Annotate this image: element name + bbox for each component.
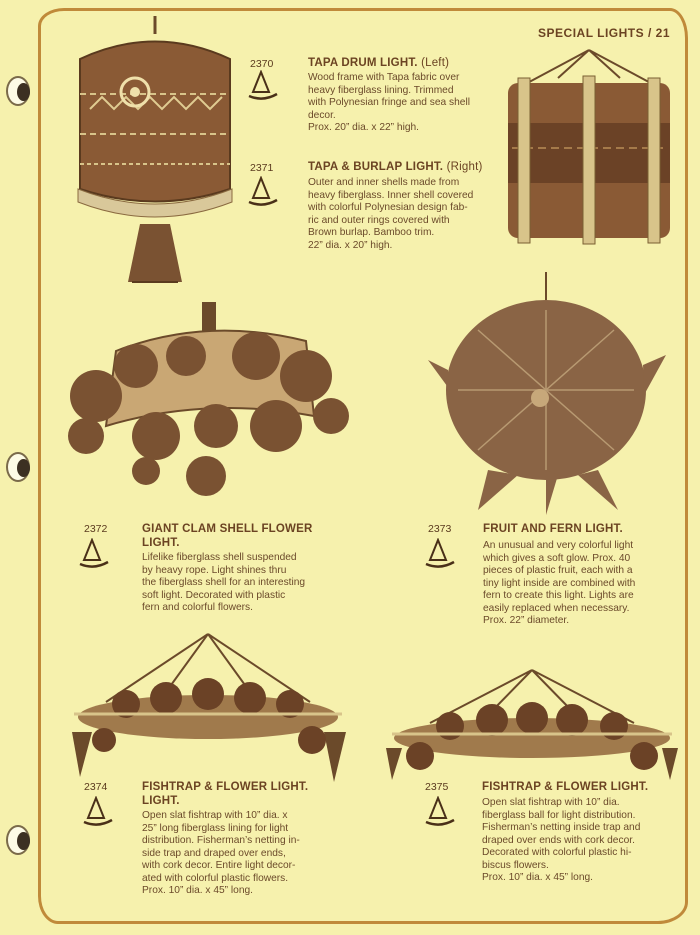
fishtrap-flower-light-right-image <box>380 668 684 786</box>
product-description: Open slat fishtrap with 10” dia. x 25” long fiberglass lining for light distribution. Fisherman’s netting in- side trap and draped over ends, with cork decor. Entire light decor- ated with colorful plastic flowers. Prox. 10” dia. x 45” long. <box>142 810 300 896</box>
product-description: Lifelike fiberglass shell suspended by heavy rope. Light shines thru the fiberglass shell for an interesting soft light. Decorated with plastic fern and colorful flowers. <box>142 552 306 613</box>
product-title: TAPA & BURLAP LIGHT. (Right) <box>308 161 483 173</box>
lamp-symbol-icon <box>247 176 279 206</box>
clam-shell-light-image <box>56 296 356 506</box>
binder-hole-icon <box>6 452 30 482</box>
fruit-fern-light-image <box>428 270 668 520</box>
product-title: FISHTRAP & FLOWER LIGHT. LIGHT. <box>142 781 309 807</box>
product-number: 2375 <box>425 781 449 793</box>
product-number: 2374 <box>84 781 108 793</box>
fishtrap-flower-light-left-image <box>66 632 350 804</box>
product-title: FISHTRAP & FLOWER LIGHT. <box>482 781 649 793</box>
binder-hole-icon <box>6 825 30 855</box>
product-number: 2372 <box>84 523 108 535</box>
lamp-symbol-icon <box>82 796 114 826</box>
product-description: An unusual and very colorful light which gives a soft glow. Prox. 40 pieces of plastic fruit, each with a tiny light inside are combined with fern to create this light. Lights are easily replaced when necessary. Prox. 22” diameter. <box>483 540 636 626</box>
lamp-symbol-icon <box>424 538 456 568</box>
lamp-symbol-icon <box>247 70 279 100</box>
tapa-drum-light-image <box>70 14 240 314</box>
product-description: Open slat fishtrap with 10” dia. fiberglass ball for light distribution. Fisherman’s netting inside trap and draped over ends with cork decor. Decorated with colorful plastic hi- biscus flowers. Prox. 10” dia. x 45” long. <box>482 797 641 883</box>
product-number: 2373 <box>428 523 452 535</box>
lamp-symbol-icon <box>78 538 110 568</box>
product-title: TAPA DRUM LIGHT. (Left) <box>308 57 450 69</box>
tapa-burlap-light-image <box>498 48 680 248</box>
product-number: 2370 <box>250 58 274 70</box>
lamp-symbol-icon <box>424 796 456 826</box>
product-description: Wood frame with Tapa fabric over heavy fiberglass lining. Trimmed with Polynesian fringe and sea shell decor. Prox. 20” dia. x 22” high. <box>308 72 470 133</box>
product-title: FRUIT AND FERN LIGHT. <box>483 523 623 535</box>
page-header: SPECIAL LIGHTS / 21 <box>538 26 670 40</box>
product-description: Outer and inner shells made from heavy fiberglass. Inner shell covered with colorful Polynesian design fab- ric and outer rings covered with Brown burlap. Bamboo trim. 22” dia. x 20” high. <box>308 177 474 251</box>
product-number: 2371 <box>250 162 274 174</box>
product-title: GIANT CLAM SHELL FLOWER LIGHT. <box>142 523 313 549</box>
binder-hole-icon <box>6 76 30 106</box>
